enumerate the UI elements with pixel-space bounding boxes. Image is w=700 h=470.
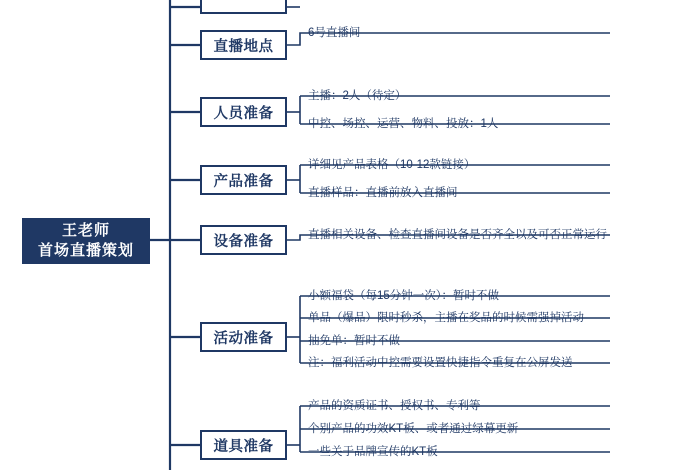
leaf-products-0: 详细见产品表格（10-12款链接）	[308, 159, 476, 171]
leaf-staff-0: 主播：2人（待定）	[308, 90, 407, 102]
leaf-activities-3: 注：福利活动中控需要设置快捷指令重复在公屏发送	[308, 357, 573, 369]
branch-node-0[interactable]	[200, 0, 287, 14]
leaf-activities-1: 单品（爆品）限时秒杀，主播在奖品的时候需强掉活动	[308, 312, 584, 324]
branch-label-staff: 人员准备	[213, 105, 274, 122]
leaf-props-0: 产品的资质证书、授权书、专利等	[308, 400, 481, 412]
branch-node-staff[interactable]	[200, 97, 287, 127]
branch-node-products[interactable]	[200, 165, 287, 195]
leaf-activities-0: 小额福袋（每15分钟一次）：暂时不做	[308, 290, 500, 302]
branch-node-activities[interactable]	[200, 322, 287, 352]
leaf-live-location-0: 6号直播间	[308, 27, 361, 39]
leaf-products-1: 直播样品：直播前放入直播间	[308, 187, 458, 199]
branch-label-live-location: 直播地点	[213, 38, 274, 55]
leaf-activities-2: 抽免单：暂时不做	[308, 335, 400, 347]
root-node[interactable]	[22, 218, 150, 264]
root-title-line1: 王老师	[61, 222, 110, 239]
branch-label-equipment: 设备准备	[213, 233, 274, 250]
branch-node-props[interactable]	[200, 430, 287, 460]
leaf-staff-1: 中控、场控、运营、物料、投放：1人	[308, 118, 499, 130]
branch-label-activities: 活动准备	[213, 330, 274, 347]
leaf-props-2: 一些关于品牌宣传的KT板	[308, 446, 438, 458]
branch-label-products: 产品准备	[213, 173, 274, 190]
leaf-props-1: 个别产品的功效KT板、或者通过绿幕更新	[308, 423, 519, 435]
root-title-line2: 首场直播策划	[37, 242, 134, 259]
branch-node-equipment[interactable]	[200, 225, 287, 255]
leaf-equipment-0: 直播相关设备、检查直播间设备是否齐全以及可否正常运行	[308, 229, 607, 241]
branch-label-props: 道具准备	[213, 438, 274, 455]
branch-node-live-location[interactable]	[200, 30, 287, 60]
